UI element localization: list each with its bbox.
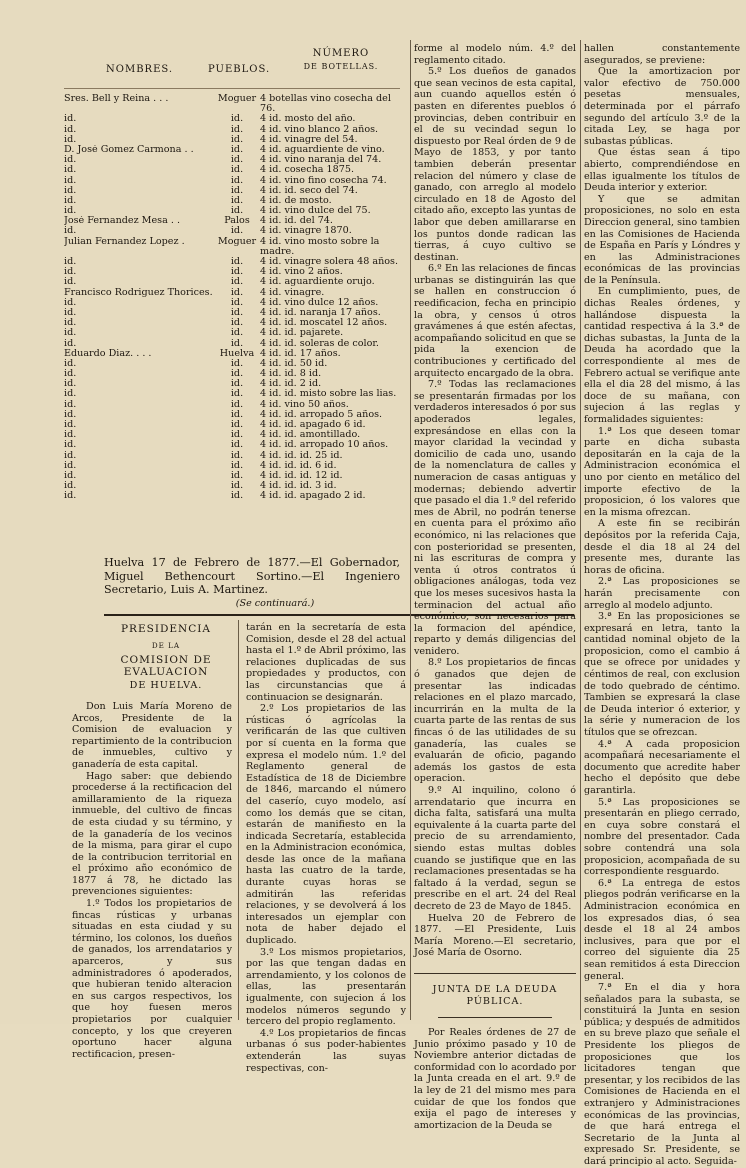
table-row [64,349,400,359]
row-name: id. [64,165,77,176]
table-row [64,389,400,399]
row-name: José Fernandez Mesa . . [64,216,181,227]
row-bottles: 4 id. vinagre solera 48 años. [260,257,399,267]
row-name [64,104,214,114]
row-bottles: 4 id. vino dulce 12 años. [260,297,379,308]
row-name: id. [64,460,77,471]
row-town: id. [230,165,244,176]
row-name: Francisco Rodriguez Thorices. [64,287,213,298]
row-bottles: 4 botellas vino cosecha del [260,94,391,104]
col2-paragraph-2: 2.º Los propietarios de las rústicas ó agrícolas la verificarán de las que cultiven por sí cuenta en la forma que expresa el modelo núm. 1.º del Reglamento general de Estadística de 18 de Diciembre de 1846, marcando el número del caserío, cuyo modelo, así como los demás que se citan, estarán de manifiesto en la indicada Secretaría, establecida en la Administracion económica, desde las once de la mañana hasta las cuatro de la tarde, durante cuyas horas se admitirán las referidas relaciones, y se devolverá á los interesados un ejemplar con nota de haber dejado el duplicado. [246,703,406,947]
table-row [64,186,400,196]
row-bottles: 4 id. id. arropado 5 años. [260,409,383,420]
comision-title: COMISION DE EVALUACION [120,654,212,678]
row-name: id. [64,277,77,288]
table-row [64,400,400,410]
row-bottles: 4 id. id. 2 id. [260,379,322,390]
table-row [64,237,400,247]
table-row [64,176,400,186]
table-row [64,298,400,308]
row-name: id. [64,195,77,206]
row-name: id. [64,297,77,308]
col4-paragraph-3: Que éstas sean á tipo abierto, comprendiéndose en ellas igualmente los títulos de Deuda interior y exterior. [584,147,740,194]
table-row [64,328,400,338]
deuda-rule-top [414,973,576,974]
table-row [64,461,400,471]
row-town: id. [230,175,244,186]
row-town: id. [230,124,244,135]
table-row [64,125,400,135]
row-name: id. [64,450,77,461]
col4-paragraph-10: 4.ª A cada proposicion acompañará necesariamente el documento que acredite haber hecho el depósito que debe garantirla. [584,738,740,796]
header-number-top: NÚMERO [312,48,370,59]
row-name: id. [64,318,77,329]
row-bottles: 4 id. aguardiente orujo. [260,277,375,288]
col4-paragraph-12: 6.ª La entrega de estos pliegos podrán verificarse en la Administracion económica en los expresados dias, ó sea desde el 18 al 24 ambos inclusives, para que por el correo del siguiente dia 25 sean remitidos á esta Direccion general. [584,877,740,982]
row-bottles: 4 id. vino mosto sobre la [260,236,380,247]
table-row [64,288,400,298]
deuda-rule-bottom [438,1017,552,1018]
row-bottles: 4 id. vinagre 1870. [260,226,352,237]
row-town: id. [230,144,244,155]
col4-paragraph-4: Y que se admitan proposiciones, no solo en esta Direccion general, sino tambien en las Comisiones de Hacienda de España en París y Lóndres y en las Administraciones económicas de las provincias de la Península. [584,193,740,286]
table-row [64,318,400,328]
presidencia-paragraph-2: Hago saber: que debiendo procederse á la rectificacion del amillaramiento de la riqueza inmueble, del cultivo de fincas de esta ciudad y su término, y de la ganadería de los vecinos de la misma, para girar el cupo de la contribucion territorial en el próximo año económico de 1877 á 78, he dictado las prevenciones siguientes: [72,770,232,898]
row-town: id. [230,409,244,420]
presidencia-column [72,624,232,1060]
row-name: id. [64,155,77,166]
row-bottles: 4 id. id. seco del 74. [260,185,358,196]
row-name: id. [64,358,77,369]
table-row [64,451,400,461]
row-name: Sres. Bell y Reina . . . [64,94,169,104]
table-row [64,277,400,287]
row-name: id. [64,491,77,502]
row-town: id. [230,185,244,196]
row-town: id. [230,257,244,267]
col4-paragraph-2: Que la amortizacion por valor efectivo de 750.000 pesetas mensuales, determinada por el párrafo segundo del artículo 3.º de la citada Ley, se haga por subastas públicas. [584,66,740,147]
table-row [64,430,400,440]
row-name: Eduardo Diaz. . . . [64,348,152,359]
huelva-title: DE HUELVA. [129,680,203,692]
row-name: Julian Fernandez Lopez . [64,236,185,247]
row-town: id. [230,481,244,492]
continued-note: (Se continuará.) [235,598,315,609]
row-town: id. [230,491,244,502]
table-row [64,196,400,206]
row-bottles: 4 id. id. id. 3 id. [260,481,337,492]
col4-paragraph-9: 3.ª En las proposiciones se expresará en letra, tanto la cantidad nominal objeto de la proposicion, como el cambio á que se ofrece por unidades y céntimos de real, con exclusion de todo quebrado de céntimo. Tambien se expresará la clase de Deuda interior ó exterior, y la série y numeracion de los títulos que se ofrezcan. [584,611,740,739]
row-name: id. [64,124,77,135]
row-town: id. [230,318,244,329]
row-bottles: 4 id. id. misto sobre las lias. [260,389,397,400]
table-row [64,440,400,450]
col2-paragraph-3: 3.º Los mismos propietarios, por las que tengan dadas en arrendamiento, y los colonos de ellas, las presentarán igualmente, con sujecion á los modelos números segundo y tercero del propio reglamento. [246,946,406,1028]
row-name: id. [64,307,77,318]
row-town: id. [230,399,244,410]
row-bottles: 4 id. id. apagado 2 id. [260,491,366,502]
col3-paragraph-3: 6.º En las relaciones de fincas urbanas se distinguirán las que se hallen en construccion ó reedificacion, fecha en principio la obra, y censos ú otros gravámenes á que estén afectas, acompañando solicitud en que se pida la exencion de contribuciones y certificado del arquitecto encargado de la obra. [414,263,576,379]
table-row [64,369,400,379]
presidencia-paragraph-3: 1.º Todos los propietarios de fincas rústicas y urbanas situadas en esta ciudad y su término, los colonos, los dueños de ganados, los arrendatarios y aparceros, y sus administradores ó apoderados, que hubieran tenido alteracion en sus cargos respectivos, los que hoy fuesen meros propietarios por cualquier concepto, y los que creyeren oportuno hacer alguna rectificacion, presen- [72,898,232,1060]
column-rule-2 [410,40,411,1020]
row-town: id. [230,155,244,166]
row-bottles: 4 id. de mosto. [260,195,332,206]
bottle-table [64,94,400,502]
row-bottles: 4 id. id. soleras de color. [260,338,379,349]
col2-paragraph-4: 4.º Los propietarios de fincas urbanas ó sus poder-habientes extenderán las suyas respectivas, con- [246,1027,406,1074]
row-town: id. [230,379,244,390]
row-town: Moguer [217,236,257,247]
col4-paragraph-5: En cumplimiento, pues, de dichas Reales órdenes, y hallándose dispuesta la cantidad respectiva á la 3.ª de dichas subastas, la Junta de la Deuda ha acordado que la correspondiente al mes de Febrero actual se verifique ante ella el dia 28 del mismo, á las doce de su mañana, con sujecion á las reglas y formalidades siguientes: [584,286,740,425]
row-town: Palos [224,216,250,227]
row-bottles: 4 id. id. pajarete. [260,328,344,339]
table-row [64,206,400,216]
row-town: id. [230,287,244,298]
row-name: id. [64,338,77,349]
row-town: id. [230,226,244,237]
col2-paragraph-1: tarán en la secretaría de esta Comision, desde el 28 del actual hasta el 1.º de Abril próximo, las relaciones duplicadas de sus propiedades y productos, con las circunstancias que á continuacion se designarán. [246,622,406,703]
column-rule-3 [580,40,581,1020]
row-town: id. [230,267,244,278]
header-names: NOMBRES. [106,64,174,75]
presidencia-title: PRESIDENCIA [120,623,211,635]
row-name: id. [64,389,77,400]
header-rule [64,88,400,89]
table-row [64,145,400,155]
col3-paragraph-8: Por Reales órdenes de 27 de Junio próximo pasado y 10 de Noviembre anterior dictadas de conformidad con lo acordado por la Junta creada en el art. 9.º de la ley de 21 del mismo mes para cuidar de que los fondos que exija el pago de intereses y amortizacion de la Deuda se [414,1027,576,1131]
row-name: id. [64,409,77,420]
table-row [64,339,400,349]
row-town: id. [230,430,244,441]
table-row [64,114,400,124]
row-town: id. [230,195,244,206]
col4-paragraph-1: hallen constantemente asegurados, se previene: [584,43,740,66]
col4-paragraph-8: 2.ª Las proposiciones se harán precisamente con arreglo al modelo adjunto. [584,576,740,611]
row-bottles: 4 id. id. id. 6 id. [260,460,337,471]
row-town: id. [230,114,244,125]
row-bottles: 4 id. vino 50 años. [260,399,349,410]
header-number-bottom: DE BOTELLAS. [303,62,379,71]
table-row [64,267,400,277]
row-name: id. [64,481,77,492]
row-bottles: 4 id. vinagre del 54. [260,134,358,145]
table-row [64,410,400,420]
col3-paragraph-7: Huelva 20 de Febrero de 1877. —El Presidente, Luis María Moreno.—El secretario, José María de Osorno. [414,912,576,959]
row-bottles: 4 id. id. naranja 17 años. [260,307,381,318]
row-name: id. [64,399,77,410]
column-2-continuation [246,622,406,1074]
row-bottles: 4 id. id. del 74. [260,216,333,227]
row-town: id. [230,460,244,471]
row-bottles: 4 id. id. moscatel 12 años. [260,318,388,329]
row-name: D. José Gomez Carmona . . [64,144,194,155]
row-bottles: 4 id. mosto del año. [260,114,356,125]
col3-paragraph-2: 5.º Los dueños de ganados que sean vecinos de esta capital, aun cuando aquellos estén ó pasten en diferentes pueblos ó provincias, deben contribuir en el de su vecindad segun lo dispuesto por Real órden de 9 de Mayo de 1853, y por tanto tambien deberán presentar relacion del número y clase de ganado, con arreglo al modelo circulado en 18 de Agosto del citado año, excepto las yuntas de labor que deben amillararse en los puntos donde radican las tierras, á cuyo cultivo se destinan. [414,66,576,263]
row-town: id. [230,389,244,400]
row-town: id. [230,206,244,217]
row-name: id. [64,206,77,217]
table-row [64,94,400,104]
column-3 [414,43,576,1131]
row-name: id. [64,267,77,278]
table-row [64,257,400,267]
row-bottles: 4 id. vino blanco 2 años. [260,124,379,135]
row-town: id. [230,297,244,308]
row-bottles: 4 id. vinagre. [260,287,325,298]
row-town: id. [230,440,244,451]
table-row [64,491,400,501]
row-bottles: 4 id. vino dulce del 75. [260,206,371,217]
table-row [64,308,400,318]
row-bottles: 4 id. cosecha 1875. [260,165,354,176]
table-row [64,135,400,145]
row-town: id. [230,277,244,288]
col4-paragraph-7: A este fin se recibirán depósitos por la referida Caja, desde el dia 18 al 24 del presente mes, durante las horas de oficina. [584,518,740,576]
row-name: id. [64,134,77,145]
row-bottles: 4 id. id. 17 años. [260,348,341,359]
row-name: id. [64,257,77,267]
presidencia-de-la: DE LA [151,640,181,650]
col3-paragraph-4: 7.º Todas las reclamaciones se presentarán firmadas por los verdaderos interesados ó por sus apoderados legales, expresándose en ellas con la mayor claridad la vecindad y domicilio de cada uno, usando de la nomenclatura de calles y numeracion de casas antiguas y modernas; debiendo advertir que pasado el dia 1.º del referido mes de Abril, no podrán tenerse en cuenta para el próximo año económico, ni las relaciones que con posterioridad se presenten, ni las escrituras de compra y venta ú otros contratos ú obligaciones análogas, toda vez que los meses sucesivos hasta la terminacion del actual año económico, son necesarios para la formacion del apéndice, reparto y demás diligencias del venidero. [414,379,577,657]
table-row [64,165,400,175]
row-bottles: 4 id. id. 50 id. [260,358,328,369]
row-name: id. [64,328,77,339]
row-town: id. [230,369,244,380]
row-town: id. [230,470,244,481]
row-town: id. [230,328,244,339]
row-bottles: 4 id. id. id. 12 id. [260,470,343,481]
row-name: id. [64,420,77,430]
row-town: id. [230,134,244,145]
row-name: id. [64,175,77,186]
row-name: id. [64,185,77,196]
column-4 [584,43,740,1168]
header-towns: PUEBLOS. [208,64,271,75]
row-bottles: 4 id. vino 2 años. [260,267,343,278]
table-row [64,359,400,369]
row-name [64,247,214,257]
table-row [64,226,400,236]
row-town: id. [230,307,244,318]
col3-paragraph-5: 8.º Los propietarios de fincas ó ganados que dejen de presentar las indicadas relaciones en el plazo marcado, incurrirán en la multa de la cuarta parte de las rentas de sus fincas ó de las utilidades de su ganadería, las cuales se evaluarán de oficio, pagando además los gastos de esta operacion. [414,657,576,785]
row-bottles: 4 id. id. apagado 6 id. [260,420,366,430]
col3-paragraph-1: forme al modelo núm. 4.º del reglamento citado. [414,43,576,66]
row-bottles: 4 id. vino fino cosecha 74. [260,175,387,186]
table-row [64,247,400,257]
row-bottles: 4 id. id. amontillado. [260,430,361,441]
row-bottles: 4 id. vino naranja del 74. [260,155,382,166]
col4-paragraph-6: 1.ª Los que deseen tomar parte en dicha subasta depositarán en la caja de la Administracion económica el uno por ciento en metálico del importe efectivo de la proposicion, ó los valores que en la misma ofrezcan. [584,425,740,518]
row-bottles: 76. [260,104,276,115]
row-bottles: 4 id. id. 8 id. [260,369,322,380]
table-row [64,481,400,491]
row-bottles: 4 id. aguardiente de vino. [260,144,385,155]
row-town [214,104,260,114]
col4-paragraph-13: 7.ª En el dia y hora señalados para la subasta, se constituirá la Junta en sesion pública; y después de admitidos en su breve plazo que señale el Presidente los pliegos de proposiciones que los licitadores tengan que presentar, y los recibidos de las Comisiones de Hacienda en el extranjero y Administraciones económicas de las provincias, de que hará entrega el Secretario de la Junta al expresado Sr. Presidente, se dará principio al acto. Seguida- [584,982,740,1167]
row-town: id. [230,450,244,461]
row-town: Moguer [217,94,257,104]
row-bottles: 4 id. id. id. 25 id. [260,450,343,461]
row-name: id. [64,226,77,237]
deuda-title: JUNTA DE LA DEUDA PÚBLICA. [432,983,558,1007]
row-name: id. [64,430,77,441]
table-row [64,379,400,389]
col4-paragraph-11: 5.ª Las proposiciones se presentarán en pliego cerrado, en cuya sobre constará el nombre del presentador. Cada sobre contendrá una sola proposicion, acompañada de su correspondiente resguardo. [584,796,740,878]
row-town: Huelva [219,348,255,359]
col3-paragraph-6: 9.º Al inquilino, colono ó arrendatario que incurra en dicha falta, satisfará una multa equivalente á la cuarta parte del precio de su arrendamiento, siendo estas multas dobles cuando se justifique que en las reclamaciones presentadas se ha faltado á la verdad, segun se prescribe en el art. 24 del Real decreto de 23 de Mayo de 1845. [414,785,576,912]
row-name: id. [64,470,77,481]
row-town: id. [230,420,244,430]
row-town [214,247,260,257]
column-rule-1 [238,620,239,1020]
signature-line: Huelva 17 de Febrero de 1877.—El Gobernador, Miguel Bethencourt Sortino.—El Ingeniero Secretario, Luis A. Martinez. [104,556,400,597]
row-bottles: madre. [260,246,295,257]
table-row [64,471,400,481]
row-name: id. [64,379,77,390]
row-town: id. [230,358,244,369]
table-row [64,104,400,114]
row-bottles: 4 id. id. arropado 10 años. [260,440,389,451]
row-name: id. [64,369,77,380]
row-name: id. [64,440,77,451]
presidencia-paragraph-1: Don Luis María Moreno de Arcos, Presidente de la Comision de evaluacion y repartimiento de la contribucion de inmuebles, cultivo y ganadería de esta capital. [72,700,232,770]
table-row [64,420,400,430]
row-name: id. [64,114,77,125]
table-row [64,155,400,165]
row-town: id. [230,338,244,349]
table-row [64,216,400,226]
